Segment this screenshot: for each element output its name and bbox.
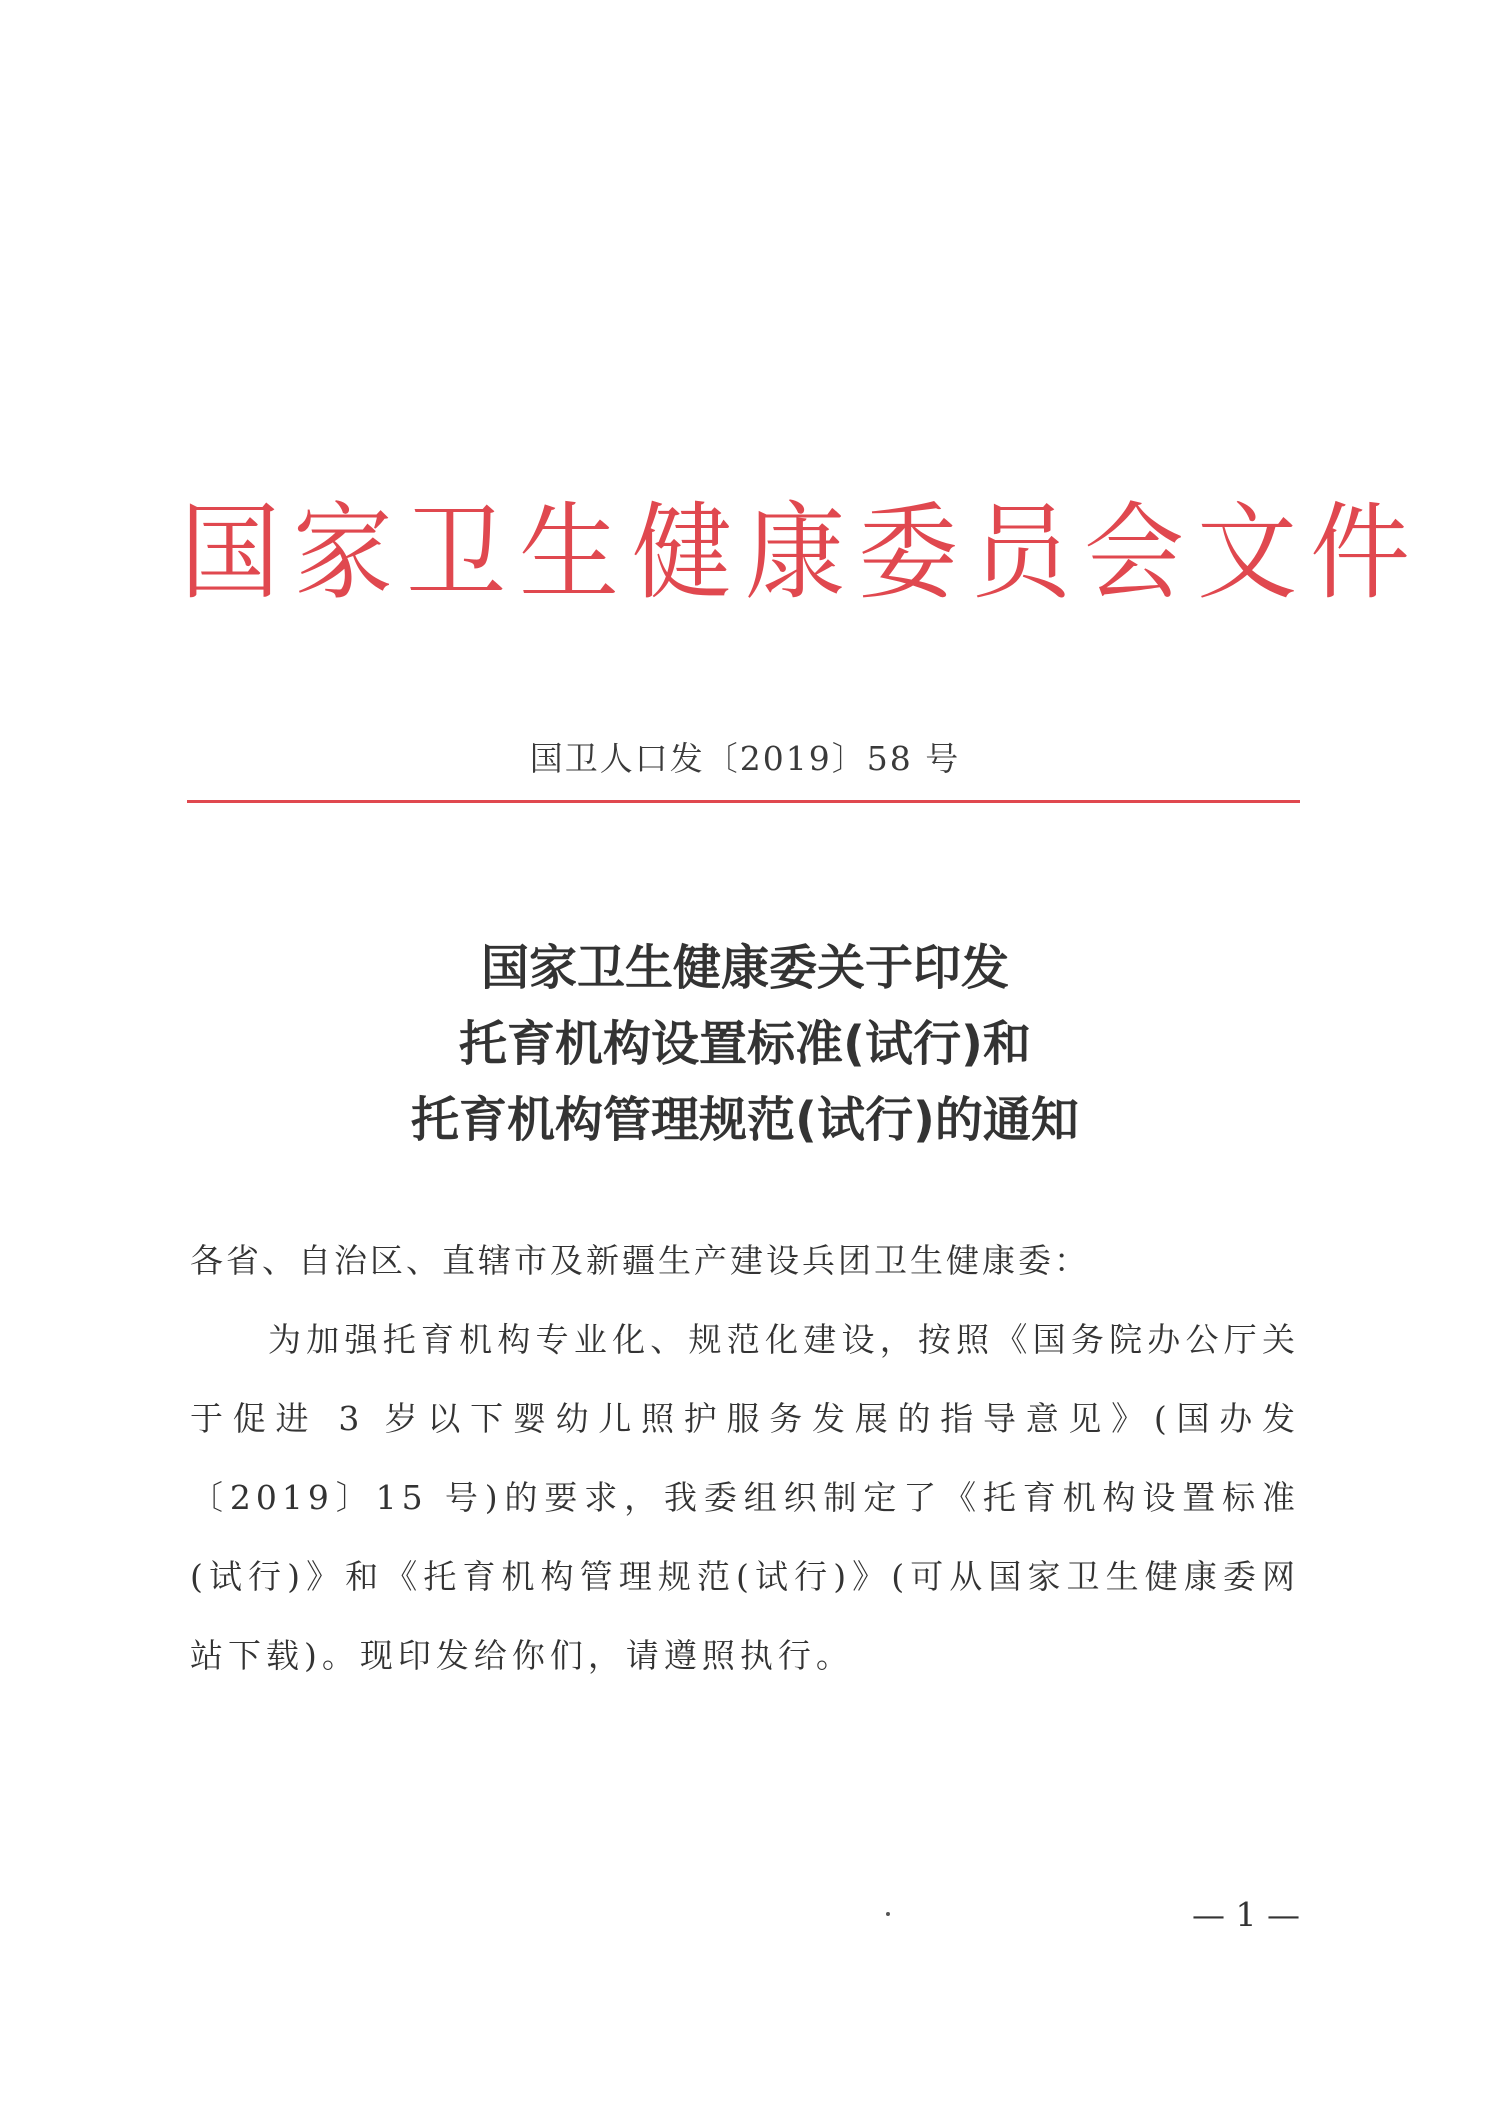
notice-body <box>190 1222 1300 1695</box>
notice-title <box>190 930 1300 1158</box>
page-number: — 1 — <box>1192 1895 1300 1934</box>
notice-title-line-1: 国家卫生健康委关于印发 <box>480 940 1009 996</box>
notice-title-line-2: 托育机构设置标准(试行)和 <box>459 1016 1031 1072</box>
addressee-line: 各省、自治区、直辖市及新疆生产建设兵团卫生健康委： <box>190 1241 1090 1280</box>
red-separator-line <box>187 800 1300 803</box>
notice-title-line-3: 托育机构管理规范(试行)的通知 <box>411 1092 1079 1148</box>
document-number: 国卫人口发〔2019〕58 号 <box>529 739 961 778</box>
issuer-header-title: 国家卫生健康委员会文件 <box>180 491 1423 615</box>
scan-speck <box>886 1912 890 1916</box>
body-paragraph: 为加强托育机构专业化、规范化建设，按照《国务院办公厅关于促进 3 岁以下婴幼儿照护服务发展的指导意见》(国办发〔2019〕15 号)的要求，我委组织制定了《托育机构设置标准(试行)》和《托育机构管理规范(试行)》(可从国家卫生健康委网站下载)。现印发给你们，请遵照执行。 <box>190 1320 1300 1675</box>
